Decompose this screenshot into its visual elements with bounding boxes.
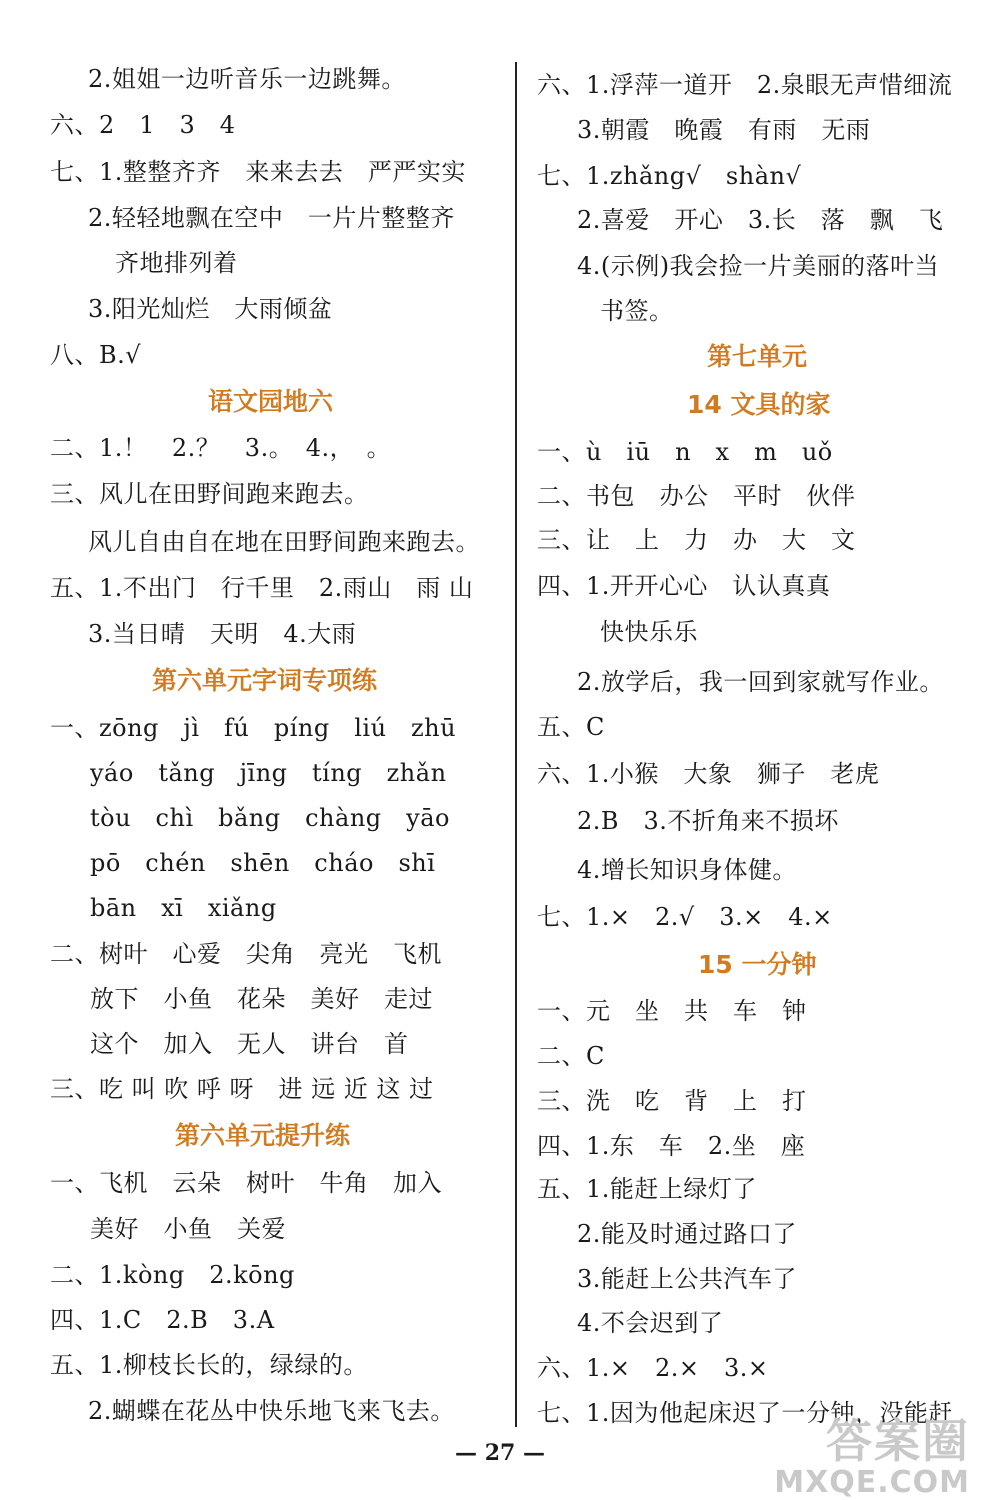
column-divider — [515, 62, 517, 1427]
answer-line: 七、1.因为他起床迟了一分钟，没能赶 — [537, 1399, 953, 1427]
answer-line: 五、1.柳枝长长的，绿绿的。 — [50, 1351, 368, 1379]
answer-line: 六、1.浮萍一道开 2.泉眼无声惜细流 — [537, 71, 953, 99]
answer-line: 三、洗 吃 背 上 打 — [537, 1087, 807, 1115]
watermark-logo — [774, 1416, 970, 1500]
answer-line: 2.放学后，我一回到家就写作业。 — [577, 668, 944, 696]
answer-line: 放下 小鱼 花朵 美好 走过 — [90, 985, 433, 1013]
answer-line: 五、C — [537, 713, 605, 741]
answer-line: yáo tǎng jīng tíng zhǎn — [90, 759, 447, 787]
section-heading: 第六单元字词专项练 — [152, 666, 378, 695]
section-heading: 语文园地六 — [208, 387, 334, 416]
answer-line: 二、书包 办公 平时 伙伴 — [537, 482, 856, 510]
answer-line: 3.朝霞 晚霞 有雨 无雨 — [577, 116, 871, 144]
answer-line: 六、1.小猴 大象 狮子 老虎 — [537, 760, 880, 788]
answer-line: 一、zōng jì fú píng liú zhū — [50, 714, 457, 742]
answer-line: 2.喜爱 开心 3.长 落 飘 飞 — [577, 206, 944, 234]
answer-line: 美好 小鱼 关爱 — [90, 1215, 286, 1243]
answer-line: 齐地排列着 — [115, 249, 238, 277]
page-number: — 27 — — [455, 1440, 545, 1466]
answer-line: 四、1.东 车 2.坐 座 — [537, 1132, 806, 1160]
answer-line: 4.不会迟到了 — [577, 1309, 724, 1337]
section-heading: 15 一分钟 — [698, 950, 817, 979]
answer-line: 3.当日晴 天明 4.大雨 — [88, 620, 357, 648]
answer-line: 一、飞机 云朵 树叶 牛角 加入 — [50, 1169, 442, 1197]
answer-line: pō chén shēn cháo shī — [90, 849, 436, 877]
answer-line: 七、1.整整齐齐 来来去去 严严实实 — [50, 158, 466, 186]
answer-line: tòu chì bǎng chàng yāo — [90, 804, 450, 832]
answer-line: 八、B.√ — [50, 341, 142, 369]
answer-line: 二、树叶 心爱 尖角 亮光 飞机 — [50, 940, 442, 968]
answer-line: 六、1.× 2.× 3.× — [537, 1354, 769, 1382]
answer-line: 一、ù iū n x m uǒ — [537, 438, 833, 466]
answer-line: 风儿自由自在地在田野间跑来跑去。 — [88, 528, 480, 556]
section-heading: 14 文具的家 — [687, 390, 831, 419]
answer-line: 七、1.× 2.√ 3.× 4.× — [537, 903, 833, 931]
answer-line: 2.轻轻地飘在空中 一片片整整齐 — [88, 204, 455, 232]
answer-line: 三、让 上 力 办 大 文 — [537, 526, 856, 554]
answer-line: 四、1.C 2.B 3.A — [50, 1306, 275, 1334]
answer-line: 一、元 坐 共 车 钟 — [537, 997, 807, 1025]
answer-line: bān xī xiǎng — [90, 894, 277, 922]
answer-line: 七、1.zhǎng√ shàn√ — [537, 162, 802, 190]
answer-line: 2.姐姐一边听音乐一边跳舞。 — [88, 65, 406, 93]
answer-line: 四、1.开开心心 认认真真 — [537, 572, 831, 600]
watermark-url: MXQE.COM — [774, 1465, 970, 1500]
answer-line: 2.能及时通过路口了 — [577, 1220, 797, 1248]
answer-line: 二、C — [537, 1042, 605, 1070]
answer-line: 六、2 1 3 4 — [50, 111, 236, 139]
answer-line: 4.增长知识身体健。 — [577, 856, 797, 884]
answer-line: 这个 加入 无人 讲台 首 — [90, 1030, 409, 1058]
answer-line: 3.阳光灿烂 大雨倾盆 — [88, 295, 333, 323]
answer-line: 3.能赶上公共汽车了 — [577, 1265, 797, 1293]
section-heading: 第六单元提升练 — [175, 1121, 351, 1150]
answer-line: 4.(示例)我会捡一片美丽的落叶当 — [577, 252, 940, 280]
answer-line: 二、1.kòng 2.kōng — [50, 1261, 295, 1289]
answer-line: 2.蝴蝶在花丛中快乐地飞来飞去。 — [88, 1397, 455, 1425]
answer-line: 二、1.！ 2.？ 3.。 4.， 。 — [50, 434, 392, 462]
answer-line: 三、吃 叫 吹 呼 呀 进 远 近 这 过 — [50, 1075, 434, 1103]
answer-line: 五、1.不出门 行千里 2.雨山 雨 山 — [50, 574, 474, 602]
answer-line: 2.B 3.不折角来不损坏 — [577, 807, 839, 835]
answer-line: 五、1.能赶上绿灯了 — [537, 1175, 757, 1203]
watermark-title: 答案圈 — [826, 1414, 970, 1468]
answer-line: 快快乐乐 — [600, 618, 698, 646]
answer-line: 书签。 — [600, 297, 674, 325]
answer-line: 三、风儿在田野间跑来跑去。 — [50, 480, 369, 508]
section-heading: 第七单元 — [707, 342, 808, 371]
